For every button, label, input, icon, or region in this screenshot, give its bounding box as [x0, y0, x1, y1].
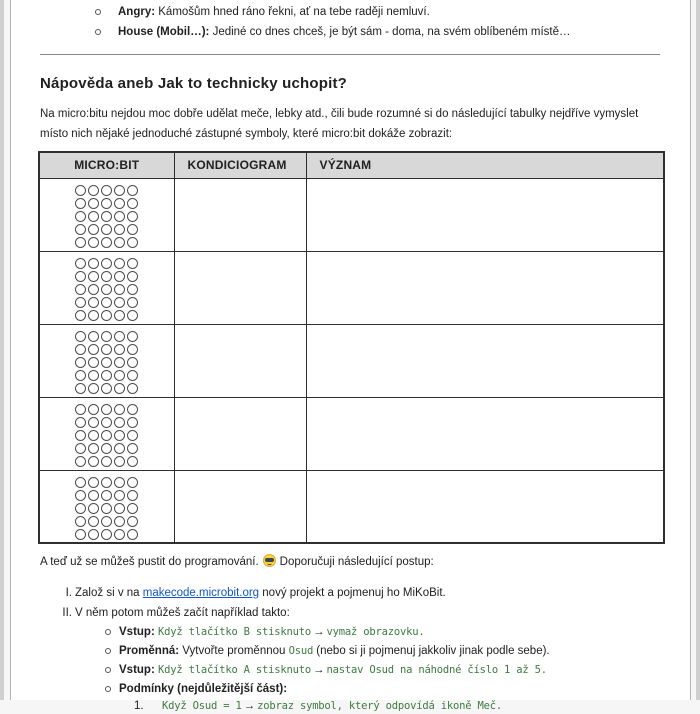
led-circle — [101, 224, 112, 235]
column-header-vyznam: VÝZNAM — [306, 152, 664, 178]
led-circle — [114, 237, 125, 248]
microbit-cell — [39, 324, 174, 397]
intro-line-2: místo nich nějaké jednoduché zástupné symboly, které micro:bit dokáže zobrazit: — [40, 128, 453, 140]
led-circle — [114, 417, 125, 428]
led-circle — [88, 344, 99, 355]
numbered-condition-item — [134, 699, 690, 714]
led-circle — [127, 370, 138, 381]
kondiciogram-cell[interactable] — [174, 178, 306, 251]
led-circle — [75, 417, 86, 428]
led-circle — [88, 370, 99, 381]
led-circle — [101, 443, 112, 454]
led-circle — [101, 297, 112, 308]
led-circle — [101, 417, 112, 428]
led-circle — [88, 297, 99, 308]
led-circle — [114, 297, 125, 308]
led-circle — [127, 357, 138, 368]
led-circle — [101, 516, 112, 527]
intro-paragraph — [40, 104, 690, 144]
step-text — [75, 587, 446, 599]
outro-text-after: Doporučuji následující postup: — [279, 556, 434, 568]
led-circle — [114, 370, 125, 381]
table-row — [39, 470, 664, 543]
led-circle — [88, 271, 99, 282]
led-circle — [88, 357, 99, 368]
led-circle — [75, 310, 86, 321]
vyznam-cell[interactable] — [306, 397, 664, 470]
led-circle — [101, 404, 112, 415]
hollow-bullet-icon — [105, 667, 111, 673]
hollow-bullet-icon — [95, 29, 101, 35]
led-circle — [75, 477, 86, 488]
led-circle — [88, 516, 99, 527]
item-text: Jediné co dnes chceš, je být sám - doma, na svém oblíbeném místě… — [212, 26, 571, 38]
vyznam-cell[interactable] — [306, 470, 664, 543]
led-circle — [101, 237, 112, 248]
led-circle — [127, 224, 138, 235]
led-circle — [75, 370, 86, 381]
table-row — [39, 397, 664, 470]
step-marker: II. — [62, 607, 72, 619]
substep-podminky — [11, 680, 690, 714]
led-circle — [101, 490, 112, 501]
list-item — [11, 2, 690, 22]
led-circle — [127, 284, 138, 295]
vyznam-cell[interactable] — [306, 251, 664, 324]
viewport-edge-left — [0, 0, 4, 700]
led-circle — [101, 529, 112, 540]
led-circle — [88, 284, 99, 295]
code-text: Když tlačítko A stisknuto — [157, 664, 312, 676]
kondiciogram-cell[interactable] — [174, 397, 306, 470]
led-circle — [75, 516, 86, 527]
led-circle — [114, 383, 125, 394]
led-circle — [127, 477, 138, 488]
arrow-glyph: → — [243, 700, 256, 712]
kondiciogram-cell[interactable] — [174, 324, 306, 397]
code-text: vymaž obrazovku. — [326, 626, 425, 638]
led-circle — [114, 224, 125, 235]
led-circle — [127, 529, 138, 540]
hollow-bullet-icon — [105, 648, 111, 654]
sunglasses-emoji-icon — [263, 554, 276, 567]
led-circle — [114, 344, 125, 355]
led-circle — [88, 443, 99, 454]
led-circle — [88, 456, 99, 467]
led-circle — [101, 331, 112, 342]
item-label: House (Mobil…): — [118, 26, 210, 38]
led-circle — [114, 357, 125, 368]
led-circle — [75, 430, 86, 441]
led-circle — [114, 404, 125, 415]
led-circle — [88, 310, 99, 321]
led-circle — [101, 271, 112, 282]
code-text: Osud — [288, 645, 314, 657]
hollow-bullet-icon — [95, 9, 101, 15]
led-circle — [101, 185, 112, 196]
column-header-kondiciogram: KONDICIOGRAM — [174, 152, 306, 178]
steps-list — [11, 583, 690, 623]
led-circle — [127, 271, 138, 282]
led-circle — [75, 185, 86, 196]
led-grid — [74, 184, 139, 249]
led-circle — [101, 430, 112, 441]
step-item-1 — [11, 583, 690, 603]
led-circle — [101, 211, 112, 222]
table-header-row — [39, 152, 664, 178]
led-circle — [127, 404, 138, 415]
led-circle — [114, 456, 125, 467]
outro-paragraph — [40, 553, 690, 572]
microbit-cell — [39, 470, 174, 543]
led-circle — [127, 456, 138, 467]
hollow-bullet-icon — [105, 686, 111, 692]
led-circle — [114, 490, 125, 501]
led-circle — [75, 224, 86, 235]
led-circle — [127, 258, 138, 269]
led-circle — [75, 237, 86, 248]
microbit-cell — [39, 397, 174, 470]
led-circle — [101, 503, 112, 514]
led-circle — [127, 211, 138, 222]
substep-vstup-b — [11, 623, 690, 642]
vyznam-cell[interactable] — [306, 324, 664, 397]
led-circle — [127, 417, 138, 428]
led-circle — [75, 503, 86, 514]
led-circle — [88, 529, 99, 540]
led-circle — [114, 284, 125, 295]
microbit-cell — [39, 251, 174, 324]
led-circle — [127, 297, 138, 308]
led-circle — [114, 271, 125, 282]
led-circle — [101, 370, 112, 381]
led-circle — [88, 258, 99, 269]
arrow-glyph: → — [313, 664, 325, 676]
led-circle — [75, 404, 86, 415]
led-circle — [101, 477, 112, 488]
led-circle — [88, 331, 99, 342]
substeps-list — [11, 623, 690, 714]
step-marker: I. — [65, 587, 72, 599]
led-circle — [114, 477, 125, 488]
led-circle — [75, 529, 86, 540]
led-circle — [88, 490, 99, 501]
led-circle — [127, 198, 138, 209]
led-circle — [114, 430, 125, 441]
led-circle — [75, 297, 86, 308]
step-text: V něm potom můžeš začít například takto: — [75, 607, 290, 619]
led-circle — [127, 490, 138, 501]
led-circle — [75, 357, 86, 368]
led-circle — [88, 237, 99, 248]
substep-text: (nebo si ji pojmenuj jakkoliv jinak podle sebe). — [313, 645, 550, 657]
led-circle — [101, 258, 112, 269]
step-text-after-link: nový projekt a pojmenuj ho MiKoBit. — [259, 587, 446, 599]
section-divider — [40, 54, 660, 55]
section-heading: Nápověda aneb Jak to technicky uchopit? — [40, 75, 348, 92]
led-circle — [75, 271, 86, 282]
led-grid — [74, 257, 139, 322]
led-circle — [127, 237, 138, 248]
led-circle — [88, 185, 99, 196]
step-text-before-link: Založ si v na — [75, 587, 143, 599]
table-row — [39, 178, 664, 251]
led-circle — [127, 430, 138, 441]
substep-label: Podmínky (nejdůležitější část): — [119, 683, 288, 695]
led-circle — [88, 198, 99, 209]
table-row — [39, 324, 664, 397]
led-circle — [114, 198, 125, 209]
led-circle — [88, 503, 99, 514]
led-circle — [75, 344, 86, 355]
substep-label: Proměnná: — [119, 645, 180, 657]
led-circle — [75, 456, 86, 467]
led-circle — [114, 331, 125, 342]
mood-bullet-list — [11, 2, 690, 42]
led-circle — [75, 198, 86, 209]
led-circle — [75, 284, 86, 295]
led-circle — [114, 258, 125, 269]
led-circle — [114, 310, 125, 321]
code-text: zobraz symbol, který odpovídá ikoně Meč. — [257, 700, 502, 712]
led-circle — [127, 443, 138, 454]
microbit-cell — [39, 178, 174, 251]
symbol-table — [38, 151, 665, 544]
intro-line-1: Na micro:bitu nejdou moc dobře udělat meče, lebky atd., čili bude rozumné si do následující tabulky nejdříve vymyslet — [40, 108, 639, 120]
led-circle — [127, 503, 138, 514]
hollow-bullet-icon — [105, 629, 111, 635]
led-circle — [101, 456, 112, 467]
led-circle — [114, 503, 125, 514]
document-page — [10, 0, 691, 712]
kondiciogram-cell[interactable] — [174, 470, 306, 543]
led-circle — [101, 284, 112, 295]
kondiciogram-cell[interactable] — [174, 251, 306, 324]
substep-promenna — [11, 642, 690, 661]
list-item — [11, 22, 690, 42]
number-marker: 1. — [134, 700, 144, 712]
led-circle — [127, 310, 138, 321]
led-circle — [88, 404, 99, 415]
item-text: Kámošům hned ráno řekni, ať na tebe raději nemluví. — [158, 6, 430, 18]
arrow-glyph: → — [313, 626, 325, 638]
column-header-microbit: MICRO:BIT — [39, 152, 174, 178]
led-circle — [88, 477, 99, 488]
led-circle — [101, 310, 112, 321]
item-label: Angry: — [118, 6, 156, 18]
led-circle — [114, 516, 125, 527]
led-circle — [101, 383, 112, 394]
led-circle — [127, 331, 138, 342]
substep-label: Vstup: — [119, 626, 155, 638]
led-circle — [114, 211, 125, 222]
led-grid — [74, 403, 139, 468]
led-circle — [101, 344, 112, 355]
led-circle — [88, 224, 99, 235]
led-circle — [101, 198, 112, 209]
led-circle — [88, 430, 99, 441]
led-grid — [74, 330, 139, 395]
led-circle — [88, 383, 99, 394]
outro-text-before: A teď už se můžeš pustit do programování. — [40, 556, 259, 568]
code-text: Když tlačítko B stisknuto — [157, 626, 312, 638]
code-text: nastav Osud na náhodné číslo 1 až 5. — [326, 664, 547, 676]
led-circle — [127, 344, 138, 355]
led-circle — [114, 529, 125, 540]
led-circle — [127, 383, 138, 394]
led-circle — [75, 211, 86, 222]
led-circle — [75, 443, 86, 454]
led-circle — [127, 185, 138, 196]
step-item-2 — [11, 603, 690, 623]
led-grid — [74, 476, 139, 541]
led-circle — [88, 417, 99, 428]
led-circle — [114, 443, 125, 454]
vyznam-cell[interactable] — [306, 178, 664, 251]
led-circle — [75, 490, 86, 501]
led-circle — [101, 357, 112, 368]
substep-vstup-a — [11, 661, 690, 680]
substep-label: Vstup: — [119, 664, 155, 676]
led-circle — [75, 331, 86, 342]
code-text: Když Osud = 1 — [162, 700, 242, 712]
substep-text: Vytvořte proměnnou — [179, 645, 289, 657]
led-circle — [75, 258, 86, 269]
led-circle — [127, 516, 138, 527]
led-circle — [114, 185, 125, 196]
makecode-link[interactable]: makecode.microbit.org — [142, 587, 260, 599]
led-circle — [75, 383, 86, 394]
led-circle — [88, 211, 99, 222]
viewport-edge-right — [696, 0, 700, 700]
table-row — [39, 251, 664, 324]
